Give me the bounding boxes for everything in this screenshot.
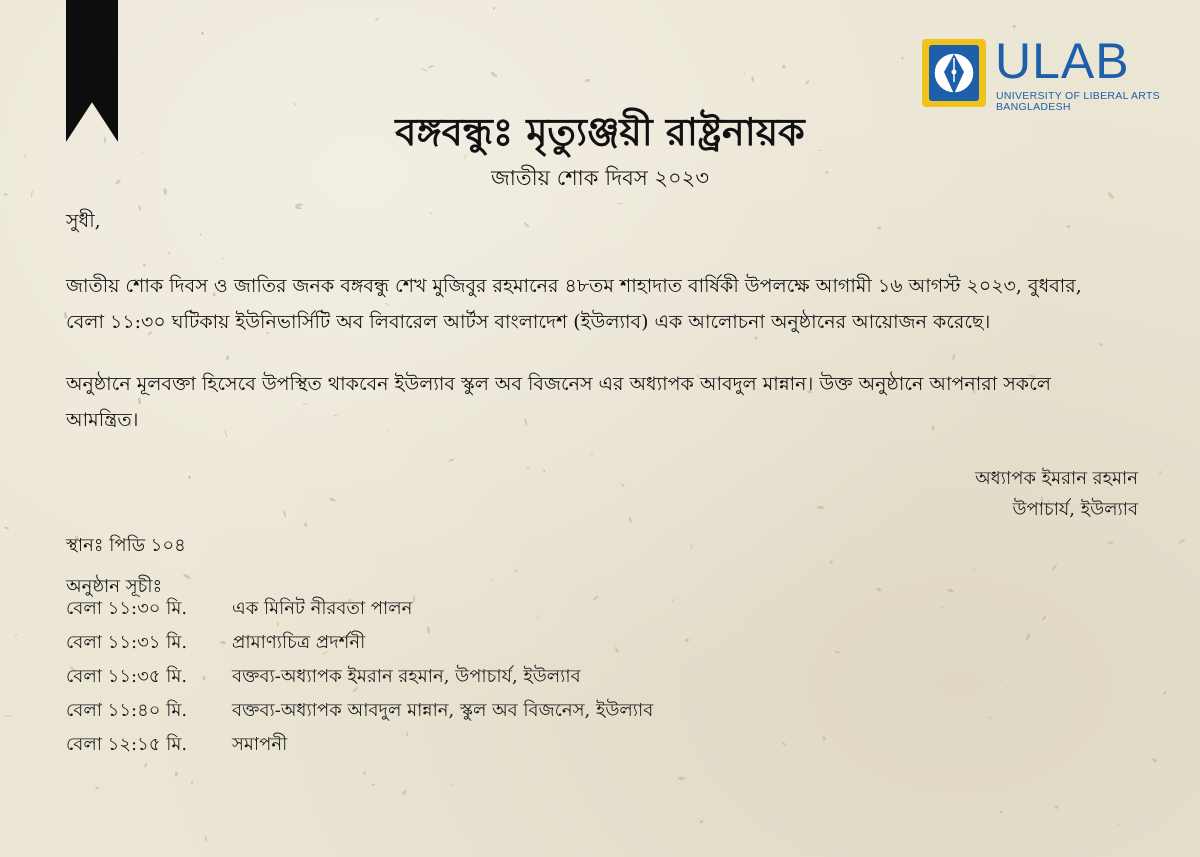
- paper-fleck: [1117, 824, 1120, 826]
- paper-fleck: [413, 596, 416, 603]
- paper-fleck: [143, 263, 146, 267]
- paper-fleck: [449, 783, 452, 786]
- paper-fleck: [1055, 805, 1059, 809]
- paper-fleck: [200, 233, 202, 236]
- paragraph-line: জাতীয় শোক দিবস ও জাতির জনক বঙ্গবন্ধু শেখ মুজিবুর রহমানের ৪৮তম শাহাদাত বার্ষিকী উপলক্ষে আগামী ১৬ আগস্ট ২০২৩, বুধবার,: [66, 275, 1082, 297]
- paper-fleck: [988, 716, 991, 719]
- ulab-logo: [921, 33, 1160, 113]
- paper-fleck: [743, 72, 745, 75]
- paper-fleck: [490, 71, 498, 78]
- paper-fleck: [1158, 470, 1161, 475]
- paper-fleck: [220, 641, 226, 645]
- paper-fleck: [537, 615, 540, 619]
- paper-fleck: [493, 7, 496, 10]
- paper-fleck: [834, 650, 841, 654]
- paper-fleck: [1164, 691, 1167, 695]
- salutation: সুধী,: [66, 210, 101, 232]
- paper-fleck: [678, 776, 685, 779]
- paper-fleck: [4, 715, 11, 717]
- paragraph-speaker: [66, 366, 1051, 438]
- logo-wordmark: ULAB: [995, 33, 1130, 89]
- signatory-designation: উপাচার্য, ইউল্যাব: [1012, 499, 1138, 520]
- paper-fleck: [972, 569, 975, 570]
- paper-fleck: [183, 574, 191, 580]
- paper-fleck: [592, 595, 599, 601]
- paper-fleck: [782, 742, 786, 746]
- paper-fleck: [876, 586, 883, 591]
- schedule-event: প্রামাণ্যচিত্র প্রদর্শনী: [232, 632, 366, 653]
- paper-fleck: [329, 496, 336, 501]
- paper-fleck: [523, 222, 530, 228]
- paper-fleck: [402, 789, 407, 794]
- paper-fleck: [405, 732, 408, 736]
- paper-fleck: [1041, 614, 1046, 620]
- paper-fleck: [1066, 225, 1069, 228]
- paper-fleck: [282, 510, 286, 518]
- paper-fleck: [822, 736, 826, 741]
- paper-fleck: [1107, 541, 1114, 543]
- schedule-event: বক্তব্য-অধ্যাপক ইমরান রহমান, উপাচার্য, ইউল্যাব: [232, 666, 581, 687]
- paper-fleck: [1152, 758, 1158, 764]
- paper-fleck: [1052, 563, 1058, 570]
- paper-fleck: [699, 819, 703, 823]
- paper-fleck: [190, 781, 193, 785]
- paper-fleck: [200, 31, 204, 35]
- paragraph-line: আমন্ত্রিত।: [66, 409, 139, 431]
- paper-fleck: [427, 626, 431, 634]
- paper-fleck: [1006, 686, 1009, 689]
- paper-fleck: [491, 578, 493, 581]
- paper-fleck: [621, 483, 625, 487]
- schedule-time: বেলা ১২:১৫ মি.: [66, 734, 188, 755]
- paragraph-line: বেলা ১১:৩০ ঘটিকায় ইউনিভার্সিটি অব লিবারেল আর্টস বাংলাদেশ (ইউল্যাব) এক আলোচনা অনুষ্ঠানের আয়োজন করেছে।: [66, 311, 991, 333]
- schedule-time: বেলা ১১:৪০ মি.: [66, 700, 188, 721]
- page-subtitle: জাতীয় শোক দিবস ২০২৩: [491, 166, 709, 190]
- paragraph-intro: [66, 268, 1082, 340]
- paper-fleck: [752, 76, 755, 82]
- schedule-time: বেলা ১১:৩১ মি.: [66, 632, 188, 653]
- paper-fleck: [188, 476, 191, 480]
- schedule-time: বেলা ১১:৩৫ মি.: [66, 666, 188, 687]
- paper-fleck: [685, 639, 690, 643]
- paper-fleck: [304, 522, 308, 526]
- page-title: বঙ্গবন্ধুঃ মৃত্যুঞ্জয়ী রাষ্ট্রনায়ক: [395, 109, 805, 154]
- paper-fleck: [15, 634, 18, 636]
- paper-fleck: [805, 80, 810, 85]
- paper-fleck: [817, 505, 824, 509]
- paper-fleck: [225, 355, 229, 360]
- schedule-event: বক্তব্য-অধ্যাপক আবদুল মান্নান, স্কুল অব বিজনেস, ইউল্যাব: [232, 700, 654, 721]
- schedule-event: সমাপনী: [232, 734, 288, 755]
- paper-fleck: [295, 207, 303, 210]
- schedule-heading: অনুষ্ঠান সূচীঃ: [66, 576, 163, 597]
- paper-fleck: [952, 353, 956, 360]
- paper-fleck: [204, 836, 207, 842]
- paper-fleck: [690, 544, 692, 549]
- paper-fleck: [144, 762, 148, 768]
- paper-fleck: [672, 598, 676, 603]
- paper-fleck: [938, 605, 944, 609]
- paragraph-line: অনুষ্ঠানে মূলবক্তা হিসেবে উপস্থিত থাকবেন ইউল্যাব স্কুল অব বিজনেস এর অধ্যাপক আবদুল মান্নান। উক্ত অনুষ্ঠানে আপনারা সকলে: [66, 373, 1051, 395]
- paper-fleck: [1000, 810, 1003, 813]
- paper-fleck: [138, 206, 141, 211]
- logo-line2: BANGLADESH: [996, 101, 1071, 113]
- paper-fleck: [527, 467, 529, 469]
- paper-fleck: [783, 65, 786, 69]
- paper-fleck: [901, 56, 904, 59]
- schedule-time: বেলা ১১:৩০ মি.: [66, 598, 188, 619]
- paper-fleck: [375, 18, 378, 21]
- paper-fleck: [585, 79, 591, 82]
- paper-fleck: [543, 470, 546, 473]
- paper-fleck: [591, 452, 593, 454]
- paper-fleck: [175, 772, 178, 777]
- paper-fleck: [1178, 538, 1186, 544]
- paper-fleck: [203, 676, 207, 681]
- paper-fleck: [1025, 633, 1031, 641]
- paper-fleck: [363, 771, 367, 775]
- paper-fleck: [428, 65, 434, 69]
- paper-fleck: [222, 258, 225, 259]
- schedule-event: এক মিনিট নীরবতা পালন: [232, 598, 413, 619]
- paper-fleck: [830, 561, 834, 565]
- paper-fleck: [877, 226, 882, 229]
- venue: স্থানঃ পিডি ১০৪: [66, 535, 186, 556]
- logo-line1: UNIVERSITY OF LIBERAL ARTS: [996, 90, 1160, 102]
- signatory-name: অধ্যাপক ইমরান রহমান: [975, 468, 1138, 489]
- paper-fleck: [614, 646, 619, 654]
- paper-fleck: [429, 212, 433, 216]
- paper-fleck: [371, 784, 376, 786]
- paper-fleck: [947, 588, 954, 593]
- paper-fleck: [1013, 25, 1016, 28]
- paper-fleck: [4, 526, 9, 529]
- paper-fleck: [628, 516, 632, 523]
- pen-nib-seal-icon: [921, 38, 987, 108]
- paper-fleck: [167, 251, 170, 255]
- paper-fleck: [420, 68, 427, 72]
- paper-fleck: [515, 570, 518, 572]
- paper-fleck: [95, 786, 99, 790]
- paper-fleck: [449, 458, 455, 462]
- paper-fleck: [618, 203, 622, 204]
- paper-fleck: [1100, 343, 1104, 347]
